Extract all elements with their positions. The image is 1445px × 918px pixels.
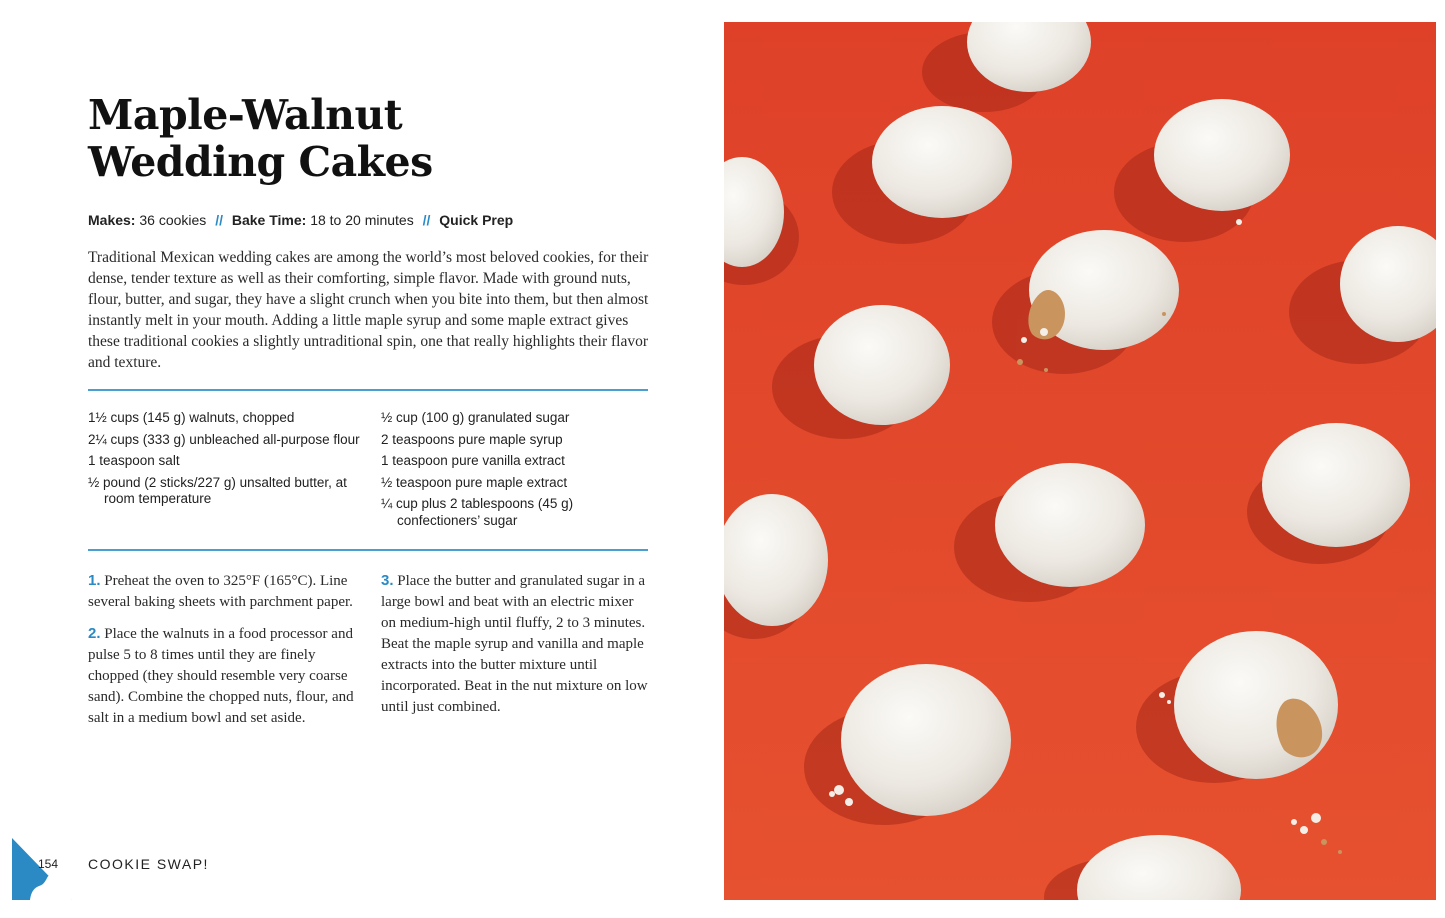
makes-value: 36 cookies (139, 212, 207, 228)
ingredient-item: 1 teaspoon pure vanilla extract (381, 453, 565, 468)
ingredient-item: ½ pound (2 sticks/227 g) unsalted butter, at room temperature (88, 474, 347, 506)
steps-left-column (88, 570, 360, 739)
quick-prep-tag: Quick Prep (439, 212, 514, 228)
recipe-title (88, 92, 648, 186)
ingredient-item: 2¼ cups (333 g) unbleached all-purpose flour (88, 431, 360, 447)
ingredients-right-column (381, 410, 656, 534)
ingredient-item: ½ cup (100 g) granulated sugar (381, 410, 570, 425)
bake-time-label: Bake Time: (231, 212, 307, 228)
ingredients-left-column (88, 410, 363, 513)
step-number: 1. (88, 572, 101, 589)
recipe-intro: Traditional Mexican wedding cakes are among the world’s most beloved cookies, for their dense, tender texture as well as their comforting, simple flavor. Made with ground nuts, flour, butter, and sugar, they have a slight crunch when you bite into them, but then almost instantly melt in your mouth. Adding a little maple syrup and some maple extract gives these traditional cookies a slightly untraditional spin, one that really highlights their flavor and texture. (88, 249, 649, 371)
step-2 (88, 623, 360, 729)
step-number: 3. (381, 572, 394, 589)
bake-time-value: 18 to 20 minutes (310, 212, 414, 228)
steps-right-column (381, 570, 651, 728)
cookies-photo (724, 22, 1436, 900)
ingredient-item: ¼ cup plus 2 tablespoons (45 g) confectioners’ sugar (381, 496, 574, 528)
running-footer-title: COOKIE SWAP! (88, 856, 209, 872)
page-number: 154 (38, 857, 59, 871)
recipe-title-line-1: Maple-Walnut (88, 91, 403, 139)
ingredient-item: 2 teaspoons pure maple syrup (381, 431, 563, 447)
step-3 (381, 570, 651, 718)
step-text: Place the butter and granulated sugar in a large bowl and beat with an electric mixer on medium-high until fluffy, 2 to 3 minutes. Beat the maple syrup and vanilla and maple extracts into the butter mixture until incorporated. Beat in the nut mixture on low until just combined. (381, 573, 648, 715)
divider-bottom (88, 549, 648, 551)
step-1 (88, 570, 360, 613)
ingredient-item: 1 teaspoon salt (88, 453, 180, 468)
divider-top (88, 389, 648, 391)
step-number: 2. (88, 625, 101, 642)
recipe-meta (88, 211, 668, 229)
meta-separator-2: // (422, 212, 431, 228)
recipe-title-line-2: Wedding Cakes (88, 138, 433, 186)
step-text: Preheat the oven to 325°F (165°C). Line several baking sheets with parchment paper. (88, 573, 353, 610)
cookies-illustration (724, 22, 1436, 900)
ingredient-item: ½ teaspoon pure maple extract (381, 474, 568, 490)
meta-separator-1: // (215, 212, 223, 228)
ingredient-item: 1½ cups (145 g) walnuts, chopped (88, 410, 295, 425)
step-text: Place the walnuts in a food processor and pulse 5 to 8 times until they are finely chopped (they should resemble very coarse sand). Combine the chopped nuts, flour, and salt in a medium bowl and set aside. (88, 626, 354, 726)
makes-label: Makes: (88, 212, 136, 228)
